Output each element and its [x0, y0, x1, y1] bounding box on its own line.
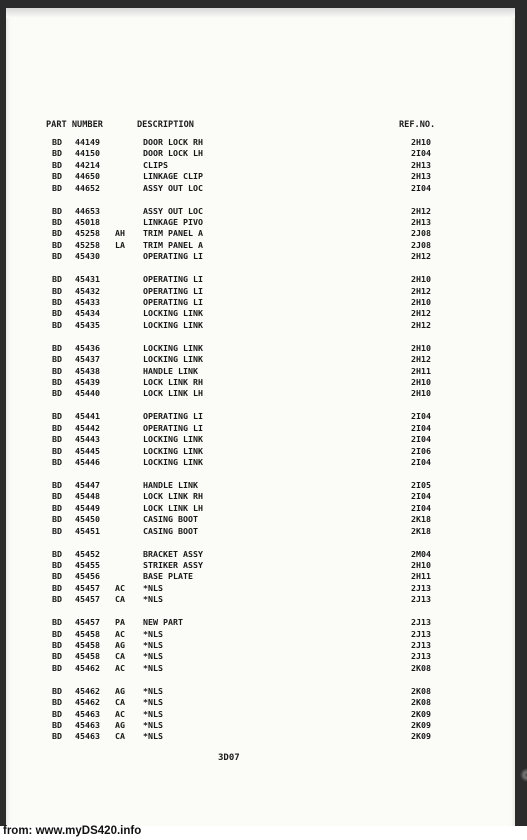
- part-prefix: BD: [52, 342, 62, 353]
- part-ref-no: 2J13: [411, 617, 431, 628]
- table-row: [6, 354, 515, 365]
- part-prefix: BD: [52, 285, 62, 296]
- part-number: 45463: [75, 708, 100, 719]
- part-description: LOCKING LINK: [143, 434, 203, 445]
- part-description: NEW PART: [143, 617, 183, 628]
- part-prefix: BD: [52, 319, 62, 330]
- part-prefix: BD: [52, 731, 62, 742]
- part-description: DOOR LOCK LH: [143, 148, 203, 159]
- table-row: [6, 411, 515, 422]
- part-ref-no: 2J13: [411, 651, 431, 662]
- part-number: 45439: [75, 377, 100, 387]
- source-footer: from: www.myDS420.info: [3, 825, 142, 837]
- part-description: STRIKER ASSY: [143, 560, 203, 570]
- part-ref-no: 2J13: [411, 594, 431, 605]
- part-prefix: BD: [52, 422, 62, 433]
- table-row: [6, 171, 515, 182]
- part-number: 44650: [75, 171, 100, 182]
- part-ref-no: 2K08: [411, 697, 431, 708]
- part-number: 45258: [75, 239, 100, 250]
- part-number: 45458: [75, 651, 100, 662]
- table-row: [6, 343, 515, 354]
- table-row: [6, 560, 515, 571]
- part-description: CASING BOOT: [143, 514, 198, 525]
- part-description: LINKAGE PIVO: [143, 217, 203, 227]
- table-row: [6, 663, 515, 674]
- part-prefix: BD: [52, 548, 62, 559]
- table-row: [6, 583, 515, 594]
- part-prefix: BD: [52, 388, 62, 399]
- part-number: 45451: [75, 525, 100, 536]
- table-row: [6, 228, 515, 239]
- part-prefix: BD: [52, 228, 62, 239]
- part-prefix: BD: [52, 137, 62, 147]
- part-prefix: BD: [52, 594, 62, 605]
- parts-list: [6, 8, 515, 832]
- part-number: 45443: [75, 434, 100, 445]
- part-description: OPERATING LI: [143, 251, 203, 262]
- part-prefix: BD: [52, 365, 62, 376]
- part-ref-no: 2K08: [411, 662, 431, 673]
- part-description: LOCK LINK RH: [143, 377, 203, 387]
- table-row: [6, 457, 515, 468]
- part-number: 45458: [75, 640, 100, 650]
- part-description: OPERATING LI: [143, 422, 203, 433]
- part-ref-no: 2H12: [411, 285, 431, 296]
- part-number: 45456: [75, 571, 100, 582]
- part-number: 45449: [75, 502, 100, 513]
- table-row: [6, 503, 515, 514]
- part-description: *NLS: [143, 720, 163, 730]
- part-suffix: LA: [115, 239, 125, 250]
- part-number: 45447: [75, 480, 100, 490]
- part-prefix: BD: [52, 411, 62, 422]
- table-row: [6, 526, 515, 537]
- table-row: [6, 308, 515, 319]
- part-ref-no: 2H12: [411, 251, 431, 262]
- part-ref-no: 2I04: [411, 457, 431, 467]
- part-ref-no: 2I04: [411, 148, 431, 159]
- part-ref-no: 2H12: [411, 354, 431, 365]
- part-number: 45458: [75, 628, 100, 639]
- table-row: [6, 686, 515, 697]
- part-number: 44214: [75, 159, 100, 170]
- part-number: 44653: [75, 205, 100, 216]
- table-row: [6, 160, 515, 171]
- part-prefix: BD: [52, 354, 62, 365]
- part-prefix: BD: [52, 582, 62, 593]
- part-suffix: AC: [115, 628, 125, 639]
- part-suffix: PA: [115, 617, 125, 628]
- part-ref-no: 2J13: [411, 640, 431, 650]
- table-row: [6, 709, 515, 720]
- part-number: 45438: [75, 365, 100, 376]
- part-number: 45462: [75, 697, 100, 708]
- part-ref-no: 2K08: [411, 685, 431, 696]
- part-description: *NLS: [143, 582, 163, 593]
- part-prefix: BD: [52, 617, 62, 628]
- part-description: LOCKING LINK: [143, 354, 203, 365]
- part-description: DOOR LOCK RH: [143, 137, 203, 147]
- part-prefix: BD: [52, 640, 62, 650]
- table-row: [6, 388, 515, 399]
- part-number: 45463: [75, 731, 100, 742]
- part-prefix: BD: [52, 377, 62, 387]
- part-description: LOCKING LINK: [143, 342, 203, 353]
- part-ref-no: 2K18: [411, 525, 431, 536]
- part-description: ASSY OUT LOC: [143, 182, 203, 193]
- part-description: TRIM PANEL A: [143, 239, 203, 250]
- part-prefix: BD: [52, 525, 62, 536]
- table-row: [6, 549, 515, 560]
- table-row: [6, 297, 515, 308]
- part-suffix: AC: [115, 708, 125, 719]
- part-description: *NLS: [143, 594, 163, 605]
- part-ref-no: 2J13: [411, 582, 431, 593]
- table-row: [6, 594, 515, 605]
- part-ref-no: 2H10: [411, 377, 431, 387]
- table-row: [6, 491, 515, 502]
- part-prefix: BD: [52, 457, 62, 467]
- part-prefix: BD: [52, 445, 62, 456]
- part-prefix: BD: [52, 159, 62, 170]
- table-row: [6, 148, 515, 159]
- part-number: 45434: [75, 308, 100, 319]
- part-description: LOCK LINK LH: [143, 388, 203, 399]
- part-ref-no: 2I04: [411, 411, 431, 422]
- part-ref-no: 2H10: [411, 274, 431, 285]
- part-number: 45462: [75, 662, 100, 673]
- part-ref-no: 2H10: [411, 342, 431, 353]
- part-description: LOCKING LINK: [143, 445, 203, 456]
- part-ref-no: 2H12: [411, 308, 431, 319]
- part-number: 45018: [75, 217, 100, 227]
- part-number: 45433: [75, 297, 100, 307]
- part-suffix: CA: [115, 594, 125, 605]
- part-ref-no: 2I05: [411, 480, 431, 490]
- part-description: *NLS: [143, 708, 163, 719]
- part-number: 45463: [75, 720, 100, 730]
- part-ref-no: 2J08: [411, 239, 431, 250]
- part-ref-no: 2H13: [411, 171, 431, 182]
- table-row: [6, 480, 515, 491]
- part-description: *NLS: [143, 651, 163, 662]
- part-description: LOCK LINK LH: [143, 502, 203, 513]
- part-description: LINKAGE CLIP: [143, 171, 203, 182]
- part-number: 45442: [75, 422, 100, 433]
- part-description: TRIM PANEL A: [143, 228, 203, 239]
- part-number: 45436: [75, 342, 100, 353]
- table-row: [6, 286, 515, 297]
- table-row: [6, 377, 515, 388]
- table-row: [6, 320, 515, 331]
- part-description: LOCKING LINK: [143, 457, 203, 467]
- table-row: [6, 697, 515, 708]
- part-ref-no: 2I06: [411, 445, 431, 456]
- part-description: OPERATING LI: [143, 411, 203, 422]
- document-page: [6, 8, 515, 832]
- part-description: CLIPS: [143, 159, 168, 170]
- part-prefix: BD: [52, 297, 62, 307]
- part-prefix: BD: [52, 502, 62, 513]
- table-row: [6, 571, 515, 582]
- table-row: [6, 720, 515, 731]
- part-number: 45450: [75, 514, 100, 525]
- table-row: [6, 274, 515, 285]
- table-row: [6, 423, 515, 434]
- table-row: [6, 446, 515, 457]
- part-suffix: AG: [115, 640, 125, 650]
- table-row: [6, 651, 515, 662]
- part-number: 44150: [75, 148, 100, 159]
- part-ref-no: 2H12: [411, 205, 431, 216]
- part-number: 45455: [75, 560, 100, 570]
- part-ref-no: 2M04: [411, 548, 431, 559]
- part-ref-no: 2J13: [411, 628, 431, 639]
- part-ref-no: 2H10: [411, 137, 431, 147]
- part-prefix: BD: [52, 491, 62, 502]
- part-number: 45432: [75, 285, 100, 296]
- table-row: [6, 137, 515, 148]
- part-description: *NLS: [143, 628, 163, 639]
- part-ref-no: 2H11: [411, 571, 431, 582]
- part-description: *NLS: [143, 640, 163, 650]
- table-row: [6, 617, 515, 628]
- part-ref-no: 2H13: [411, 159, 431, 170]
- table-row: [6, 514, 515, 525]
- binding-hole-mark: [517, 760, 527, 790]
- part-ref-no: 2H12: [411, 319, 431, 330]
- part-description: OPERATING LI: [143, 285, 203, 296]
- part-number: 44652: [75, 182, 100, 193]
- part-suffix: AC: [115, 582, 125, 593]
- part-number: 45441: [75, 411, 100, 422]
- part-description: *NLS: [143, 697, 163, 708]
- part-prefix: BD: [52, 182, 62, 193]
- part-description: ASSY OUT LOC: [143, 205, 203, 216]
- part-prefix: BD: [52, 480, 62, 490]
- part-ref-no: 2H13: [411, 217, 431, 227]
- part-number: 45462: [75, 685, 100, 696]
- part-prefix: BD: [52, 662, 62, 673]
- part-ref-no: 2H10: [411, 388, 431, 399]
- part-description: HANDLE LINK: [143, 365, 198, 376]
- part-ref-no: 2K09: [411, 708, 431, 719]
- table-row: [6, 366, 515, 377]
- header-part-number: PART NUMBER: [46, 120, 103, 130]
- part-number: 45437: [75, 354, 100, 365]
- part-ref-no: 2H10: [411, 297, 431, 307]
- part-prefix: BD: [52, 697, 62, 708]
- part-suffix: CA: [115, 651, 125, 662]
- table-row: [6, 731, 515, 742]
- part-prefix: BD: [52, 685, 62, 696]
- part-description: LOCK LINK RH: [143, 491, 203, 502]
- part-ref-no: 2I04: [411, 182, 431, 193]
- part-prefix: BD: [52, 708, 62, 719]
- part-number: 45452: [75, 548, 100, 559]
- table-row: [6, 434, 515, 445]
- part-description: *NLS: [143, 731, 163, 742]
- page-number: 3D07: [218, 753, 240, 763]
- part-ref-no: 2J08: [411, 228, 431, 239]
- part-number: 45440: [75, 388, 100, 399]
- part-number: 45457: [75, 582, 100, 593]
- part-number: 44149: [75, 137, 100, 147]
- part-ref-no: 2K18: [411, 514, 431, 525]
- part-ref-no: 2I04: [411, 434, 431, 445]
- part-ref-no: 2I04: [411, 502, 431, 513]
- part-prefix: BD: [52, 571, 62, 582]
- table-row: [6, 640, 515, 651]
- part-prefix: BD: [52, 720, 62, 730]
- part-ref-no: 2K09: [411, 720, 431, 730]
- part-ref-no: 2I04: [411, 491, 431, 502]
- part-prefix: BD: [52, 274, 62, 285]
- part-prefix: BD: [52, 239, 62, 250]
- part-ref-no: 2K09: [411, 731, 431, 742]
- part-number: 45431: [75, 274, 100, 285]
- part-prefix: BD: [52, 514, 62, 525]
- part-description: CASING BOOT: [143, 525, 198, 536]
- part-prefix: BD: [52, 148, 62, 159]
- table-row: [6, 206, 515, 217]
- header-ref-no: REF.NO.: [399, 120, 436, 130]
- part-description: *NLS: [143, 685, 163, 696]
- part-suffix: CA: [115, 731, 125, 742]
- part-ref-no: 2H11: [411, 365, 431, 376]
- table-row: [6, 240, 515, 251]
- part-prefix: BD: [52, 434, 62, 445]
- part-description: OPERATING LI: [143, 297, 203, 307]
- part-suffix: AC: [115, 662, 125, 673]
- part-description: OPERATING LI: [143, 274, 203, 285]
- part-prefix: BD: [52, 171, 62, 182]
- part-number: 45457: [75, 617, 100, 628]
- part-number: 45435: [75, 319, 100, 330]
- part-number: 45445: [75, 445, 100, 456]
- part-description: BASE PLATE: [143, 571, 193, 582]
- part-prefix: BD: [52, 205, 62, 216]
- part-prefix: BD: [52, 251, 62, 262]
- header-description: DESCRIPTION: [137, 120, 194, 130]
- part-number: 45258: [75, 228, 100, 239]
- part-description: *NLS: [143, 662, 163, 673]
- part-ref-no: 2H10: [411, 560, 431, 570]
- part-prefix: BD: [52, 560, 62, 570]
- part-suffix: CA: [115, 697, 125, 708]
- part-prefix: BD: [52, 217, 62, 227]
- part-suffix: AG: [115, 720, 125, 730]
- part-description: LOCKING LINK: [143, 308, 203, 319]
- part-prefix: BD: [52, 628, 62, 639]
- part-description: HANDLE LINK: [143, 480, 198, 490]
- table-row: [6, 629, 515, 640]
- table-row: [6, 217, 515, 228]
- part-number: 45448: [75, 491, 100, 502]
- part-number: 45446: [75, 457, 100, 467]
- part-number: 45457: [75, 594, 100, 605]
- table-row: [6, 183, 515, 194]
- table-row: [6, 251, 515, 262]
- part-description: BRACKET ASSY: [143, 548, 203, 559]
- part-prefix: BD: [52, 308, 62, 319]
- part-suffix: AH: [115, 228, 125, 239]
- part-prefix: BD: [52, 651, 62, 662]
- part-description: LOCKING LINK: [143, 319, 203, 330]
- part-number: 45430: [75, 251, 100, 262]
- part-suffix: AG: [115, 685, 125, 696]
- part-ref-no: 2I04: [411, 422, 431, 433]
